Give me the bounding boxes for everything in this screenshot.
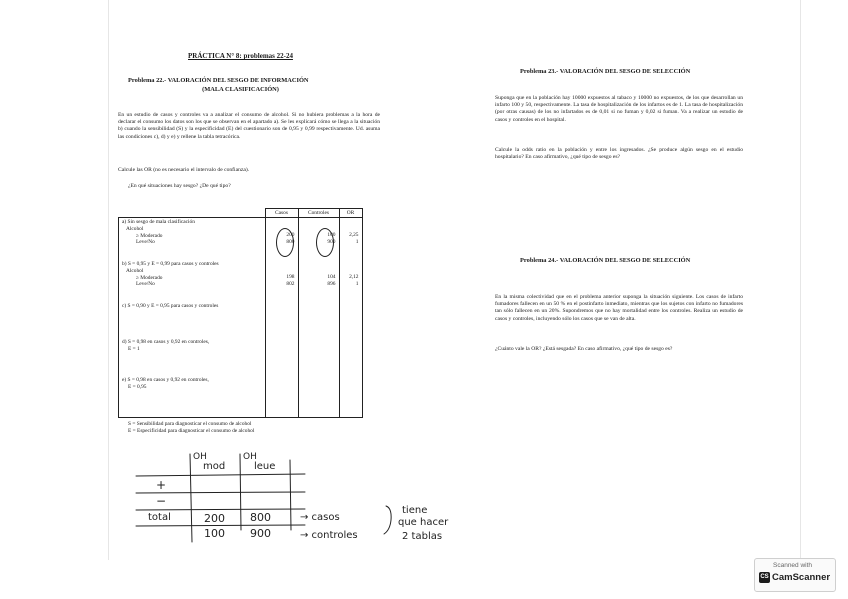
page-edge-left — [108, 0, 109, 560]
hw-ctrl-2: 900 — [250, 527, 271, 540]
hw-arrow-casos: → casos — [300, 512, 340, 523]
footnote-s: S = Sensibilidad para diagnosticar el consumo de alcohol — [128, 421, 252, 427]
problem23-paragraph2: Calcule la odds ratio en la población y entre los ingresados. ¿Se produce algún sesgo en el estudio hospitalario? En caso afirmativo, ¿qué tipo de sesgo es? — [495, 147, 743, 161]
header-casos: Casos — [265, 209, 298, 218]
hw-col1-top: OH — [193, 452, 207, 462]
or-column — [339, 218, 362, 418]
section-b-title: b) S = 0,95 y E = 0,99 para casos y controles — [122, 261, 219, 267]
camscanner-badge — [754, 558, 836, 592]
section-e-condition: E = 0,95 — [128, 383, 147, 390]
hw-arrow-controles: → controles — [300, 530, 358, 541]
problem23-paragraph1: Suponga que en la población hay 10000 expuestos al tabaco y 10000 no expuestos, de los que desarrollan un infarto 100 y 50, respectivamente. La tasa de hospitalización de los infartos es de 1. La tasa de hospitalización (por otras causas) de los no infartados es de 0,01 si no fuman y 0,02 si fuman. Va a realizar un estudio de casos y controles en el hospital. — [495, 95, 743, 123]
section-a-title: a) Sin sesgo de mala clasificación — [122, 219, 195, 225]
b-controles-leve: 896 — [327, 280, 336, 287]
hw-col2-top: OH — [243, 452, 257, 462]
scanned-with-label: Scanned with — [773, 562, 813, 569]
handwritten-circle-casos — [276, 228, 294, 257]
section-b-moderado: ≥ Moderado — [136, 274, 163, 281]
a-or-leve: 1 — [355, 238, 359, 245]
problem23-title: Problema 23.- VALORACIÓN DEL SESGO DE SELECCIÓN — [520, 68, 691, 75]
a-controles-moderado: 100 — [327, 232, 336, 238]
hw-row-minus: − — [156, 494, 167, 508]
section-a-alcohol: Alcohol — [126, 225, 144, 232]
hw-col1-bottom: mod — [203, 461, 226, 472]
a-casos-moderado: 200 — [286, 232, 295, 238]
handwritten-table-lines — [120, 450, 450, 550]
section-e-title: e) S = 0,98 en casos y 0,92 en controles, — [122, 377, 209, 383]
problem24-title: Problema 24.- VALORACIÓN DEL SESGO DE SELECCIÓN — [520, 257, 691, 264]
hw-col2-bottom: leue — [254, 461, 276, 472]
hw-ctrl-1: 100 — [204, 527, 225, 540]
problem24-paragraph2: ¿Cuánto vale la OR? ¿Está sesgada? En caso afirmativo, ¿qué tipo de sesgo es? — [495, 346, 673, 352]
hw-total-1: 200 — [204, 512, 225, 525]
page-edge-right — [800, 0, 801, 560]
header-or: OR — [339, 209, 362, 218]
camscanner-label: CamScanner — [772, 572, 831, 584]
problem22-paragraph1: En un estudio de casos y controles va a analizar el consumo de alcohol. Si no hubiera problemas a la hora de declarar el consumo los datos son los que se observan en el apartado a). Se les explicará cómo se llega a la situación b) cuando la sensibilidad (S) y la especificidad (E) del cuestionario son de 0,95 y 0,99 respectivamente. Ud. asuma las condiciones c), d) y e) y rellene la tabla tetracórica. — [118, 112, 380, 140]
section-d-condition: E = 1 — [128, 345, 140, 352]
hw-note-3: 2 tablas — [402, 531, 443, 542]
section-b-leve: Leve/No — [136, 281, 155, 288]
page-title: PRÁCTICA N° 8: problemas 22-24 — [188, 52, 293, 60]
footnote-e: E = Especificidad para diagnosticar el consumo de alcohol — [128, 428, 255, 434]
header-controles: Controles — [298, 209, 339, 218]
section-c-title: c) S = 0,90 y E = 0,95 para casos y controles — [122, 303, 219, 309]
section-a-moderado: ≥ Moderado — [136, 232, 163, 239]
problem22-subtitle: (MALA CLASIFICACIÓN) — [202, 86, 279, 93]
section-a-leve: Leve/No — [136, 239, 155, 246]
row-labels — [119, 218, 266, 418]
b-or-moderado: 2,12 — [349, 274, 359, 280]
hw-note-2: que hacer — [398, 517, 449, 528]
hw-total-2: 800 — [250, 511, 271, 524]
hw-row-plus: + — [156, 478, 167, 492]
hw-note-1: tiene — [402, 505, 428, 516]
problem22-paragraph2: Calcule las OR (no es necesario el intervalo de confianza). — [118, 167, 250, 173]
handwritten-circle-controles — [316, 228, 334, 257]
b-controles-moderado: 104 — [327, 274, 336, 280]
b-or-leve: 1 — [355, 280, 359, 287]
problem22-paragraph3: ¿En qué situaciones hay sesgo? ¿De qué tipo? — [128, 183, 231, 189]
hw-row-total: total — [148, 512, 171, 523]
section-d-title: d) S = 0,98 en casos y 0,92 en controles, — [122, 339, 210, 345]
section-b-alcohol: Alcohol — [126, 267, 144, 274]
problem24-paragraph1: En la misma colectividad que en el problema anterior suponga la situación siguiente. Los casos de infarto fumadores fallecen en un 50 % en el postinfarto inmediato, mientras que los sujetos con infarto no fumadores tan sólo fallecen en un 20%. Supondremos que no hay mortalidad entre los controles. Realiza un estudio de casos y controles, incluyendo sólo los casos que se van de alta. — [495, 294, 743, 322]
b-casos-moderado: 198 — [286, 274, 295, 280]
b-casos-leve: 802 — [286, 280, 295, 287]
a-casos-leve: 800 — [286, 238, 295, 245]
problem22-title: Problema 22.- VALORACIÓN DEL SESGO DE INFORMACIÓN — [128, 77, 309, 84]
camscanner-logo-icon: CS — [759, 572, 770, 583]
a-or-moderado: 2,25 — [349, 232, 359, 238]
a-controles-leve: 900 — [327, 238, 336, 245]
